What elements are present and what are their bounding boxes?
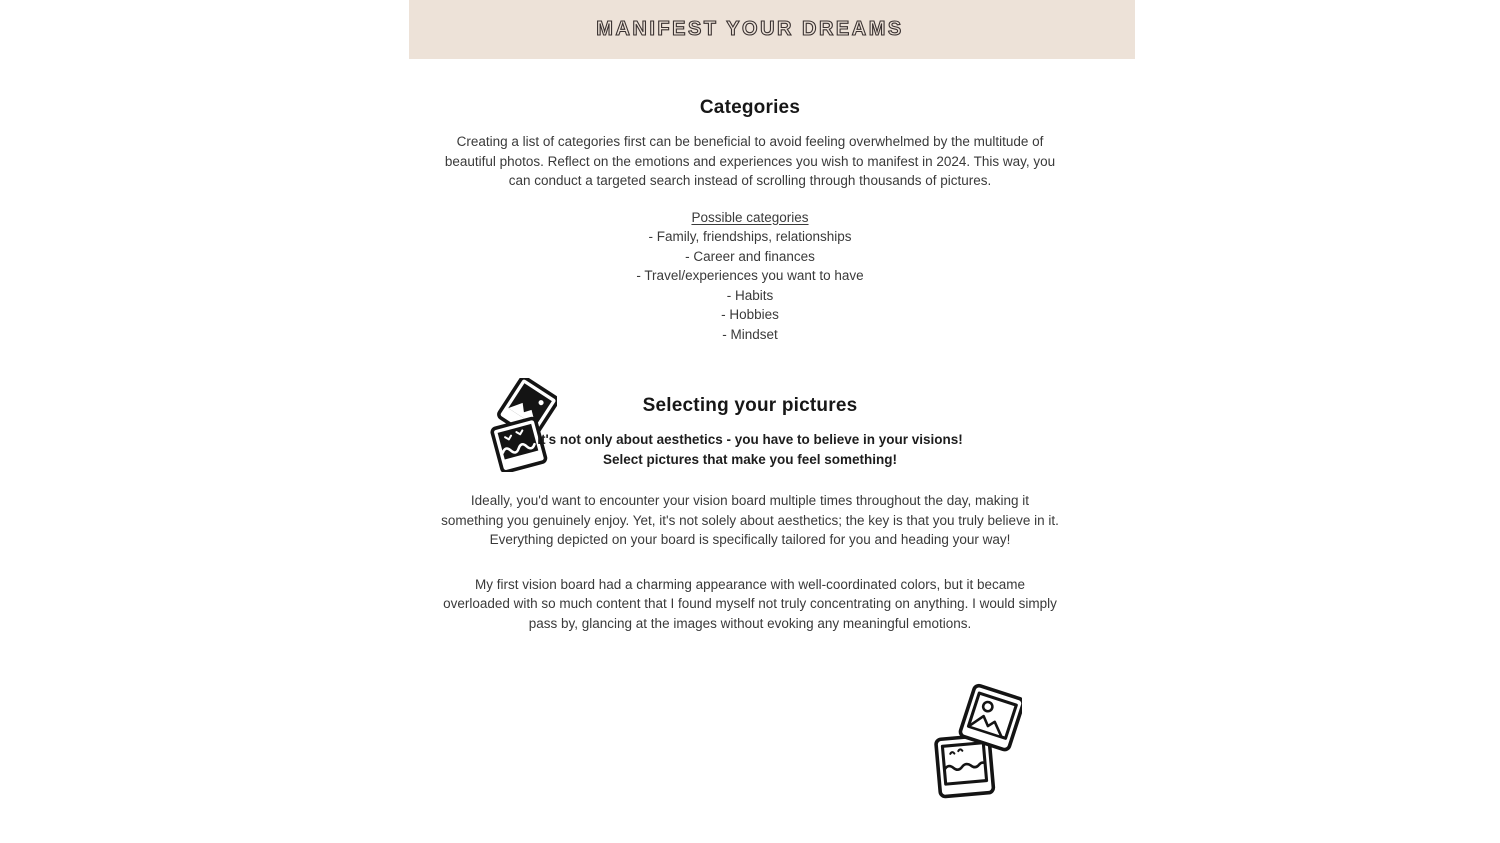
categories-heading: Categories: [699, 97, 801, 118]
category-item: - Hobbies: [721, 307, 779, 322]
page-title: MANIFEST YOUR DREAMS: [596, 18, 904, 40]
selecting-paragraph: Ideally, you'd want to encounter your vision board multiple times throughout the day, making it something you genuinely enjoy. Yet, it's not solely about aesthetics; the key is that you truly believe in it. Everything depicted on your board is specifically tailored for you and heading your way!: [441, 493, 1059, 547]
selecting-pictures-heading: Selecting your pictures: [642, 395, 858, 416]
selecting-callout: [440, 430, 1060, 469]
categories-intro: Creating a list of categories first can be beneficial to avoid feeling overwhelmed by the multitude of beautiful photos. Reflect on the emotions and experiences you wish to manifest in 2024. This way, you can conduct a targeted search instead of scrolling through thousands of pictures.: [444, 134, 1056, 188]
category-item: - Family, friendships, relationships: [648, 229, 852, 244]
callout-line: It's not only about aesthetics - you have to believe in your visions!: [537, 432, 963, 447]
selecting-paragraph: My first vision board had a charming appearance with well-coordinated colors, but it became overloaded with so much content that I found myself not truly concentrating on anything. I would simply pass by, glancing at the images without evoking any meaningful emotions.: [443, 576, 1057, 631]
possible-categories-block: [440, 208, 1060, 345]
category-item: - Mindset: [722, 326, 778, 342]
category-item: - Career and finances: [685, 248, 815, 264]
polaroid-photos-outline-icon: [930, 682, 1022, 803]
callout-line: Select pictures that make you feel something!: [602, 451, 898, 467]
category-item: - Habits: [726, 287, 774, 303]
page-title-wrap: [0, 0, 1500, 59]
possible-categories-title: Possible categories: [691, 209, 809, 225]
category-item: - Travel/experiences you want to have: [636, 268, 864, 283]
article-content: [440, 59, 1060, 633]
